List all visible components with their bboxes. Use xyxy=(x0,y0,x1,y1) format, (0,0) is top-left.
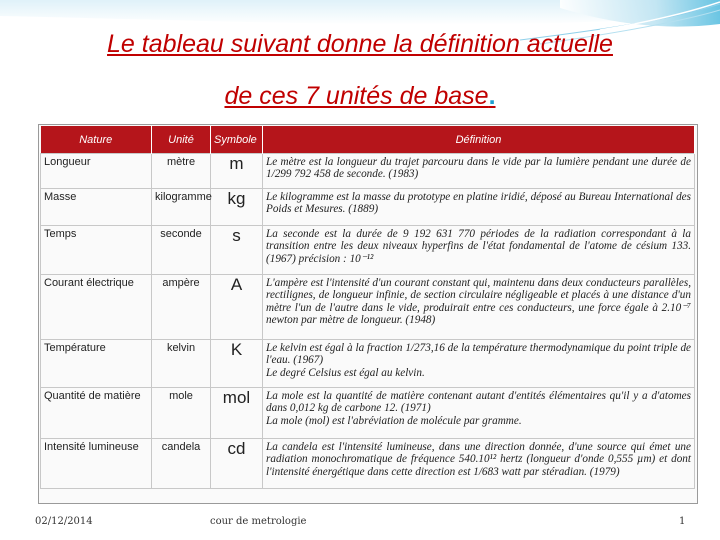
cell-unit: kelvin xyxy=(152,340,211,388)
cell-nature: Longueur xyxy=(41,154,152,189)
cell-symbol: kg xyxy=(211,189,263,226)
table-row xyxy=(41,275,695,340)
cell-symbol: m xyxy=(211,154,263,189)
cell-symbol: K xyxy=(211,340,263,388)
cell-nature: Courant électrique xyxy=(41,275,152,340)
title-bullet-dot: . xyxy=(488,82,496,110)
cell-unit: mètre xyxy=(152,154,211,189)
cell-definition: La candela est l'intensité lumineuse, dans une direction donnée, d'une source qui émet une radiation monochromatique de fréquence 540.10¹² hertz (longueur d'onde 0,555 µm) et dont l'intensité énergétique dans cette direction est 1/683 watt par stéradian. (1979) xyxy=(263,439,695,489)
header-nature: Nature xyxy=(41,126,152,154)
header-definition: Définition xyxy=(263,126,695,154)
cell-definition: Le mètre est la longueur du trajet parcouru dans le vide par la lumière pendant une durée de 1/299 792 458 de seconde. (1983) xyxy=(263,154,695,189)
cell-nature: Masse xyxy=(41,189,152,226)
si-units-table-container xyxy=(38,124,698,504)
cell-definition: Le kelvin est égal à la fraction 1/273,16 de la température thermodynamique du point triple de l'eau. (1967) Le degré Celsius est égal au kelvin. xyxy=(263,340,695,388)
cell-nature: Intensité lumineuse xyxy=(41,439,152,489)
footer-page-number: 1 xyxy=(679,516,686,527)
table-row xyxy=(41,189,695,226)
cell-symbol: cd xyxy=(211,439,263,489)
table-row xyxy=(41,340,695,388)
table-header-row xyxy=(41,126,695,154)
table-row xyxy=(41,154,695,189)
cell-symbol: A xyxy=(211,275,263,340)
table-row xyxy=(41,226,695,275)
cell-nature: Temps xyxy=(41,226,152,275)
slide-title-line1: Le tableau suivant donne la définition actuelle xyxy=(107,30,613,58)
cell-definition: La mole est la quantité de matière contenant autant d'entités élémentaires qu'il y a d'atomes dans 0,012 kg de carbone 12. (1971) La mole (mol) est l'abréviation de molécule par gramme. xyxy=(263,388,695,439)
cell-unit: candela xyxy=(152,439,211,489)
si-units-table xyxy=(40,126,695,489)
footer-date: 02/12/2014 xyxy=(35,516,93,527)
table-row xyxy=(41,388,695,439)
cell-definition: Le kilogramme est la masse du prototype en platine iridié, déposé au Bureau International des Poids et Mesures. (1889) xyxy=(263,189,695,226)
cell-unit: seconde xyxy=(152,226,211,275)
cell-symbol: s xyxy=(211,226,263,275)
header-symbole: Symbole xyxy=(211,126,263,154)
cell-nature: Quantité de matière xyxy=(41,388,152,439)
cell-unit: kilogramme xyxy=(152,189,211,226)
cell-symbol: mol xyxy=(211,388,263,439)
cell-nature: Température xyxy=(41,340,152,388)
title-line2-text: de ces 7 unités de base xyxy=(224,82,489,110)
cell-unit: mole xyxy=(152,388,211,439)
slide-title-line2 xyxy=(0,82,720,111)
footer-course-name: cour de metrologie xyxy=(210,516,307,527)
table-row xyxy=(41,439,695,489)
cell-unit: ampère xyxy=(152,275,211,340)
cell-definition: L'ampère est l'intensité d'un courant constant qui, maintenu dans deux conducteurs parallèles, rectilignes, de longueur infinie, de section circulaire négligeable et placés à une distance d'un mètre l'un de l'autre dans le vide, produirait entre ces conducteurs, une force égale à 2.10⁻⁷ newton par mètre de longueur. (1948) xyxy=(263,275,695,340)
cell-definition: La seconde est la durée de 9 192 631 770 périodes de la radiation correspondant à la transition entre les deux niveaux hyperfins de l'état fondamental de l'atome de césium 133. (1967) précision : 10⁻¹² xyxy=(263,226,695,275)
header-unite: Unité xyxy=(152,126,211,154)
